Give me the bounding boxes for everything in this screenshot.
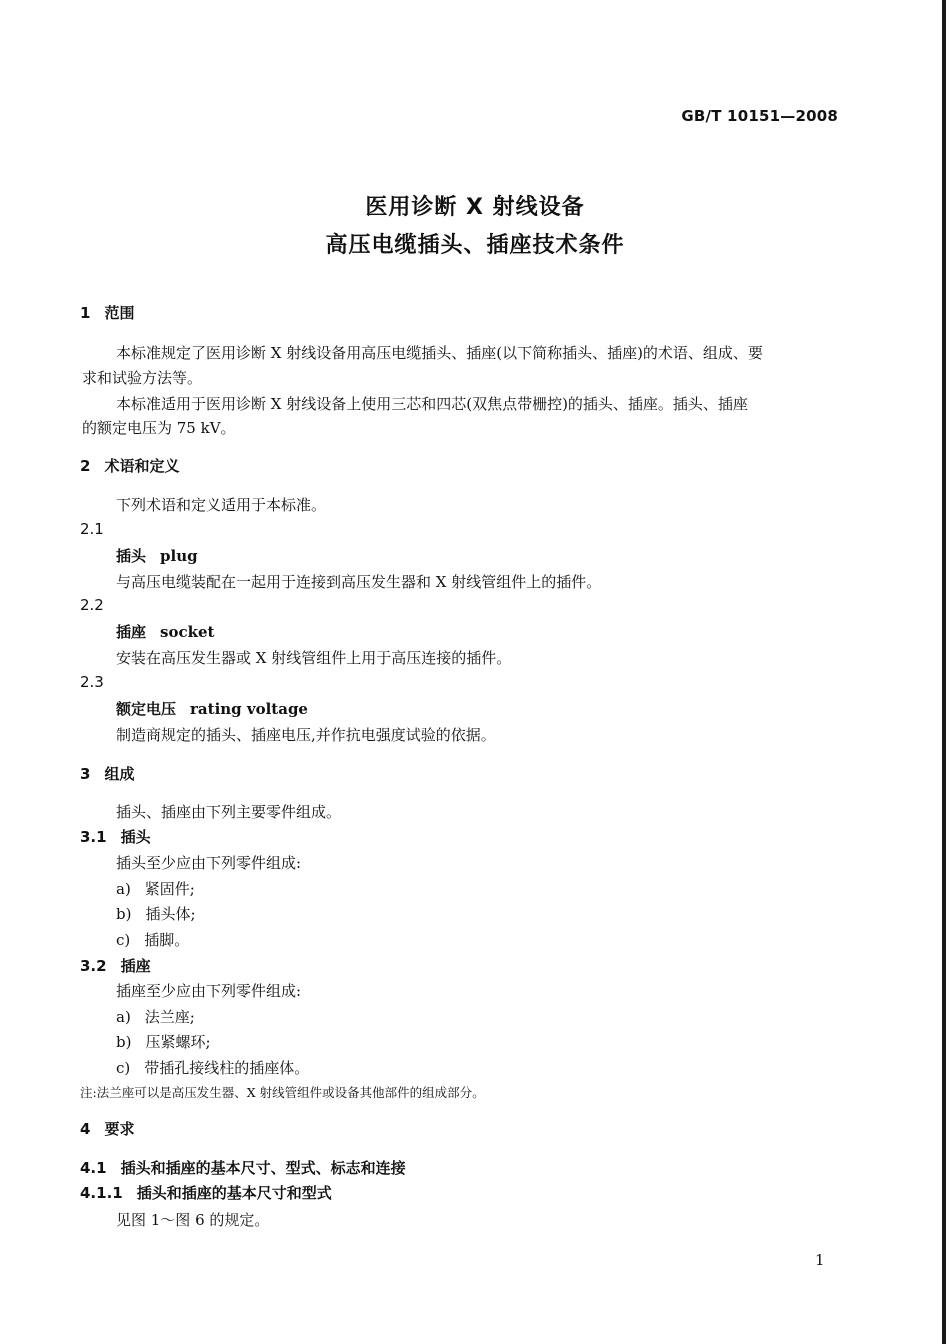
- section-title: 插座: [120, 957, 151, 975]
- subsection-4-1-heading: [80, 1157, 406, 1178]
- list-item: [116, 1057, 309, 1078]
- term-entry: [116, 621, 214, 642]
- list-item: [116, 903, 196, 924]
- page-number: 1: [815, 1251, 825, 1269]
- list-text: 插脚。: [144, 931, 190, 949]
- section-number: 1: [80, 304, 91, 322]
- section-1-heading: [80, 302, 134, 323]
- paragraph-line: 本标准规定了医用诊断 X 射线设备用高压电缆插头、插座(以下简称插头、插座)的术语、组成、要: [116, 344, 763, 362]
- list-text: 紧固件;: [144, 880, 195, 898]
- paragraph-line: 的额定电压为 75 kV。: [82, 419, 236, 437]
- document-title-line-1: 医用诊断 X 射线设备: [365, 195, 585, 220]
- section-number: 4: [80, 1120, 91, 1138]
- section-number: 4.1: [80, 1159, 107, 1177]
- section-number: 3.1: [80, 828, 107, 846]
- section-number: 3.2: [80, 957, 107, 975]
- section-number: 4.1.1: [80, 1184, 123, 1202]
- paragraph-line: 插座至少应由下列零件组成:: [116, 982, 302, 1000]
- section-2-heading: [80, 455, 179, 476]
- term-entry: [116, 545, 198, 566]
- term-en: rating voltage: [190, 700, 308, 718]
- list-marker: c): [116, 1059, 131, 1077]
- term-zh: 额定电压: [116, 700, 177, 718]
- section-4-heading: [80, 1118, 134, 1139]
- note: 注:法兰座可以是高压发生器、X 射线管组件或设备其他部件的组成部分。: [80, 1085, 485, 1100]
- list-marker: b): [116, 905, 132, 923]
- paragraph-line: 见图 1～图 6 的规定。: [116, 1211, 270, 1229]
- list-text: 法兰座;: [144, 1008, 195, 1026]
- list-item: [116, 929, 189, 950]
- term-definition: 与高压电缆装配在一起用于连接到高压发生器和 X 射线管组件上的插件。: [116, 573, 602, 591]
- subsection-3-2-heading: [80, 955, 151, 976]
- paragraph-line: 插头至少应由下列零件组成:: [116, 854, 302, 872]
- section-title: 要求: [104, 1120, 135, 1138]
- term-zh: 插座: [116, 623, 147, 641]
- subsection-3-1-heading: [80, 826, 151, 847]
- paragraph-line: 插头、插座由下列主要零件组成。: [116, 803, 342, 821]
- paragraph-line: 求和试验方法等。: [82, 369, 203, 387]
- term-number: 2.3: [80, 673, 104, 691]
- term-definition: 制造商规定的插头、插座电压,并作抗电强度试验的依据。: [116, 726, 496, 744]
- list-marker: c): [116, 931, 131, 949]
- term-zh: 插头: [116, 547, 147, 565]
- section-title: 插头和插座的基本尺寸、型式、标志和连接: [120, 1159, 406, 1177]
- list-text: 带插孔接线柱的插座体。: [144, 1059, 310, 1077]
- document-title-line-2: 高压电缆插头、插座技术条件: [325, 233, 625, 258]
- term-en: plug: [160, 547, 198, 565]
- list-text: 插头体;: [145, 905, 196, 923]
- list-marker: a): [116, 1008, 131, 1026]
- section-title: 范围: [104, 304, 135, 322]
- section-title: 组成: [104, 765, 135, 783]
- standard-number: GB/T 10151—2008: [681, 107, 838, 125]
- term-number: 2.2: [80, 596, 104, 614]
- paragraph-line: 下列术语和定义适用于本标准。: [116, 496, 327, 514]
- section-number: 3: [80, 765, 91, 783]
- list-item: [116, 1006, 195, 1027]
- section-title: 插头: [120, 828, 151, 846]
- list-item: [116, 1031, 211, 1052]
- section-number: 2: [80, 457, 91, 475]
- paragraph-line: 本标准适用于医用诊断 X 射线设备上使用三芯和四芯(双焦点带栅控)的插头、插座。插头、插座: [116, 395, 748, 413]
- list-marker: b): [116, 1033, 132, 1051]
- term-number: 2.1: [80, 520, 104, 538]
- section-title: 术语和定义: [104, 457, 180, 475]
- term-entry: [116, 698, 308, 719]
- term-definition: 安装在高压发生器或 X 射线管组件上用于高压连接的插件。: [116, 649, 512, 667]
- list-text: 压紧螺环;: [145, 1033, 211, 1051]
- term-en: socket: [160, 623, 215, 641]
- list-marker: a): [116, 880, 131, 898]
- section-title: 插头和插座的基本尺寸和型式: [136, 1184, 332, 1202]
- subsection-4-1-1-heading: [80, 1182, 332, 1203]
- list-item: [116, 878, 195, 899]
- section-3-heading: [80, 763, 134, 784]
